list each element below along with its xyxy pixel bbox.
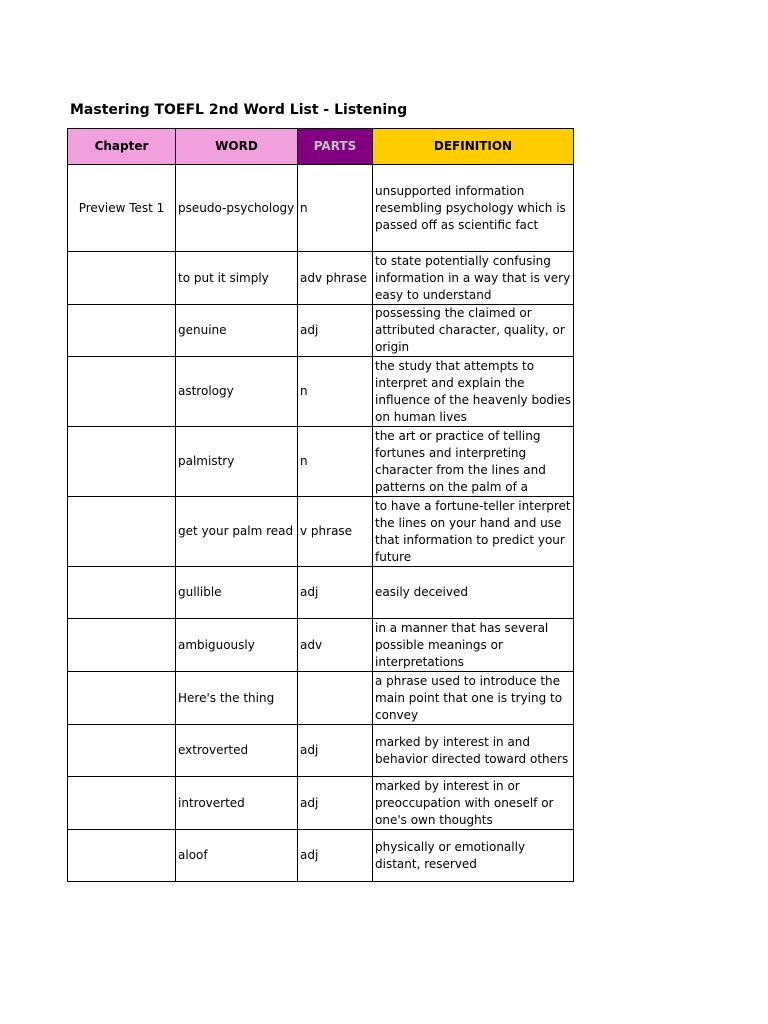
header-parts: PARTS xyxy=(298,129,373,165)
cell-word: Here's the thing xyxy=(176,672,298,725)
cell-chapter xyxy=(68,725,176,777)
cell-word: astrology xyxy=(176,357,298,427)
cell-parts: v phrase xyxy=(298,497,373,567)
definition-text: easily deceived xyxy=(375,585,468,599)
header-row xyxy=(68,129,574,165)
cell-parts: adj xyxy=(298,305,373,357)
word-list-table xyxy=(67,128,574,882)
cell-definition xyxy=(373,725,574,777)
table-row xyxy=(68,567,574,619)
cell-word: pseudo-psychology xyxy=(176,165,298,252)
definition-text: marked by interest in or preoccupation with oneself or one's own thoughts xyxy=(375,778,554,827)
cell-word: get your palm read xyxy=(176,497,298,567)
cell-definition xyxy=(373,672,574,725)
cell-parts: adj xyxy=(298,725,373,777)
table-row xyxy=(68,357,574,427)
cell-chapter: Preview Test 1 xyxy=(68,165,176,252)
cell-word: gullible xyxy=(176,567,298,619)
definition-text: physically or emotionally distant, reserved xyxy=(375,839,526,871)
table-row xyxy=(68,619,574,672)
table-row xyxy=(68,725,574,777)
cell-parts: adj xyxy=(298,777,373,830)
cell-definition xyxy=(373,357,574,427)
header-definition: DEFINITION xyxy=(373,129,574,165)
cell-chapter xyxy=(68,830,176,882)
cell-parts: adj xyxy=(298,830,373,882)
header-chapter: Chapter xyxy=(68,129,176,165)
definition-text: marked by interest in and behavior directed toward others xyxy=(375,734,569,766)
cell-chapter xyxy=(68,305,176,357)
header-word: WORD xyxy=(176,129,298,165)
definition-text: in a manner that has several possible meanings or interpretations xyxy=(375,620,549,669)
cell-parts: n xyxy=(298,427,373,497)
definition-text: to have a fortune-teller interpret the lines on your hand and use that information to predict your future xyxy=(375,498,571,564)
cell-word: genuine xyxy=(176,305,298,357)
cell-definition xyxy=(373,165,574,252)
definition-text: a phrase used to introduce the main point that one is trying to convey xyxy=(375,673,563,722)
cell-parts xyxy=(298,672,373,725)
cell-chapter xyxy=(68,427,176,497)
cell-chapter xyxy=(68,497,176,567)
cell-word: extroverted xyxy=(176,725,298,777)
cell-word: to put it simply xyxy=(176,252,298,305)
cell-word: ambiguously xyxy=(176,619,298,672)
cell-parts: adv phrase xyxy=(298,252,373,305)
cell-definition xyxy=(373,777,574,830)
cell-chapter xyxy=(68,252,176,305)
cell-parts: adv xyxy=(298,619,373,672)
document-title: Mastering TOEFL 2nd Word List - Listening xyxy=(70,102,408,118)
cell-definition xyxy=(373,567,574,619)
cell-definition xyxy=(373,830,574,882)
cell-word: aloof xyxy=(176,830,298,882)
table-row xyxy=(68,427,574,497)
cell-chapter xyxy=(68,672,176,725)
cell-chapter xyxy=(68,357,176,427)
table-row xyxy=(68,252,574,305)
cell-parts: n xyxy=(298,165,373,252)
definition-text: possessing the claimed or attributed character, quality, or origin xyxy=(375,306,565,354)
cell-chapter xyxy=(68,619,176,672)
cell-definition xyxy=(373,427,574,497)
cell-chapter xyxy=(68,567,176,619)
cell-parts: n xyxy=(298,357,373,427)
cell-definition xyxy=(373,305,574,357)
table-row xyxy=(68,777,574,830)
table-row xyxy=(68,497,574,567)
table-row xyxy=(68,165,574,252)
cell-word: palmistry xyxy=(176,427,298,497)
table-row xyxy=(68,830,574,882)
cell-parts: adj xyxy=(298,567,373,619)
definition-text: unsupported information resembling psychology which is passed off as scientific fact xyxy=(375,183,566,232)
cell-word: introverted xyxy=(176,777,298,830)
cell-definition xyxy=(373,497,574,567)
table-row xyxy=(68,672,574,725)
cell-definition xyxy=(373,252,574,305)
cell-definition xyxy=(373,619,574,672)
cell-chapter xyxy=(68,777,176,830)
definition-text: the art or practice of telling fortunes and interpreting character from the lines and patterns on the palm of a xyxy=(375,428,546,494)
definition-text: to state potentially confusing information in a way that is very easy to understand xyxy=(375,253,571,302)
definition-text: the study that attempts to interpret and explain the influence of the heavenly bodies on human lives xyxy=(375,358,571,424)
table-row xyxy=(68,305,574,357)
